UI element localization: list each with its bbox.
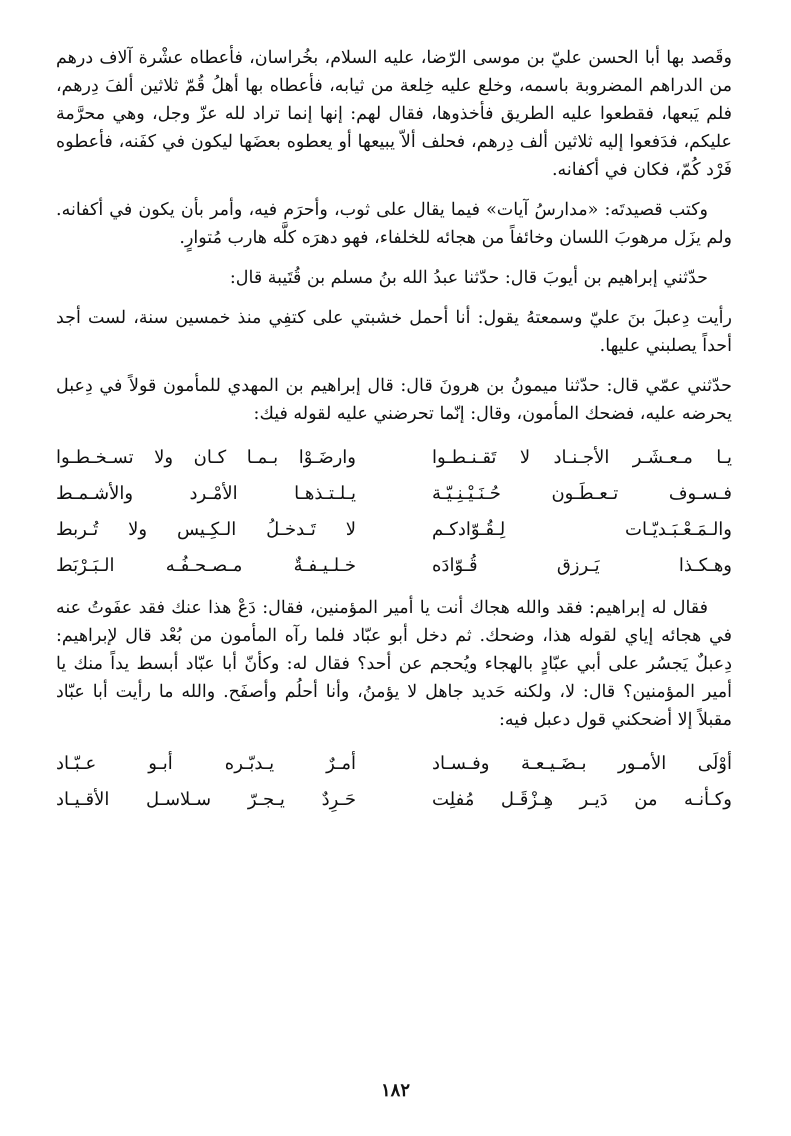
- verse-second-hemistich: حَـرِدٌ يـجـرّ سـلاسـل الأقـيـاد: [56, 789, 356, 810]
- verse-first-hemistich: يـا مـعـشَـر الأجـنـاد لا تَقـنـطـوا: [432, 447, 732, 468]
- paragraph-6: فقال له إبراهيم: فقد والله هجاك أنت يا أمير المؤمنين، فقال: دَعْ هذا عنك فقد عفَوتُ عنه في هجائه إياي لقوله هذا، وضحك. ثم دخل أبو عبّاد فلما رآه المأمون من بُعْد قال لإبراهيم: دِعبلٌ يَجسُر على أبي عبّادٍ بالهجاء ويُحجم عن أحد؟ فقال له: وكأنّ أبا عبّاد أبسط يداً منك يا أمير المؤمنين؟ قال: لا، ولكنه حَديد جاهل لا يؤمنُ، وأنا أحلُم وأصفَح. والله ما رأيت أبا عبّاد مقبلاً إلا أضحكني قول دعبل فيه:: [56, 598, 732, 730]
- paragraph-2: وكتب قصيدتَه: «مدارسُ آيات» فيما يقال على ثوب، وأحرَم فيه، وأمر بأن يكون في أكفانه. ولم يزَل مرهوبَ اللسان وخائفاً من هجائه للخلفاء، فهو دهرَه كلَّه هارب مُتوارٍ.: [56, 200, 732, 248]
- poem-2: [56, 746, 732, 818]
- verse-first-hemistich: والـمَـعْـبَـديّـات لِـقُـوّادكـم: [432, 519, 732, 540]
- verse-line: [56, 476, 732, 512]
- verse-line: [56, 782, 732, 818]
- paragraph-4: رأيت دِعبلَ بنَ عليّ وسمعتهُ يقول: أنا أحمل خشبتي على كتفِي منذ خمسين سنة، لست أجد أحداً يصلبني عليها.: [56, 308, 732, 356]
- paragraph-5: حدّثني عمّي قال: حدّثنا ميمونُ بن هرونَ قال: قال إبراهيم بن المهدي للمأمون قولاً في دِعبل يحرضه عليه، فضحك المأمون، وقال: إنّما تحرضني عليه لقوله فيك:: [56, 376, 732, 424]
- verse-first-hemistich: فـسـوف تـعـطَـون حُـنَـيْـنِـيّـة: [432, 483, 732, 504]
- verse-line: [56, 440, 732, 476]
- verse-second-hemistich: خـلـيـفـةٌ مـصـحـفُـه الـبَـرْبَط: [56, 555, 356, 576]
- verse-second-hemistich: وارضَـوْا بـمـا كـان ولا تسـخـطـوا: [56, 447, 356, 468]
- paragraph-3: حدّثني إبراهيم بن أيوبَ قال: حدّثنا عبدُ الله بنُ مسلم بن قُتَيبة قال:: [229, 268, 708, 288]
- verse-line: [56, 548, 732, 584]
- verse-first-hemistich: وكـأنـه من دَيـر هِـزْقَـل مُفلِت: [432, 789, 732, 810]
- page-body: [56, 44, 732, 828]
- poem-1: [56, 440, 732, 584]
- verse-first-hemistich: وهـكـذا يَـرزق قُـوّادَه: [432, 555, 732, 576]
- verse-second-hemistich: لا تَـدخـلُ الـكِـيس ولا تُـربط: [56, 519, 356, 540]
- verse-second-hemistich: يـلـتـذهـا الأمْـرد والأشـمـط: [56, 483, 356, 504]
- page-number: ١٨٢: [380, 1080, 410, 1101]
- verse-line: [56, 512, 732, 548]
- verse-line: [56, 746, 732, 782]
- verse-second-hemistich: أمـرٌ يـدبّـره أبـو عـبّـاد: [56, 753, 356, 774]
- paragraph-1: وقَصد بها أبا الحسن عليّ بن موسى الرّضا، عليه السلام، بخُراسان، فأعطاه عشْرة آلاف درهم من الدراهم المضروبة باسمه، وخلع عليه خِلعة من ثيابه، فأعطاه بها أهلُ قُمّ ثلاثين ألفَ دِرهم، فلم يَبعها، فقطعوا عليه الطريق فأخذوها، فقال لهم: إنها إنما تراد لله عزّ وجل، وهي محرَّمة عليكم، فدَفعوا إليه ثلاثين ألف دِرهم، فحلف ألاّ يبيعها أو يعطوه بعضَها ليكون في كفَنه، فأعطوه فَرْد كُمّ، فكان في أكفانه.: [56, 48, 732, 180]
- verse-first-hemistich: أوْلَى الأمـور بـضَـيـعـة وفـسـاد: [432, 753, 732, 774]
